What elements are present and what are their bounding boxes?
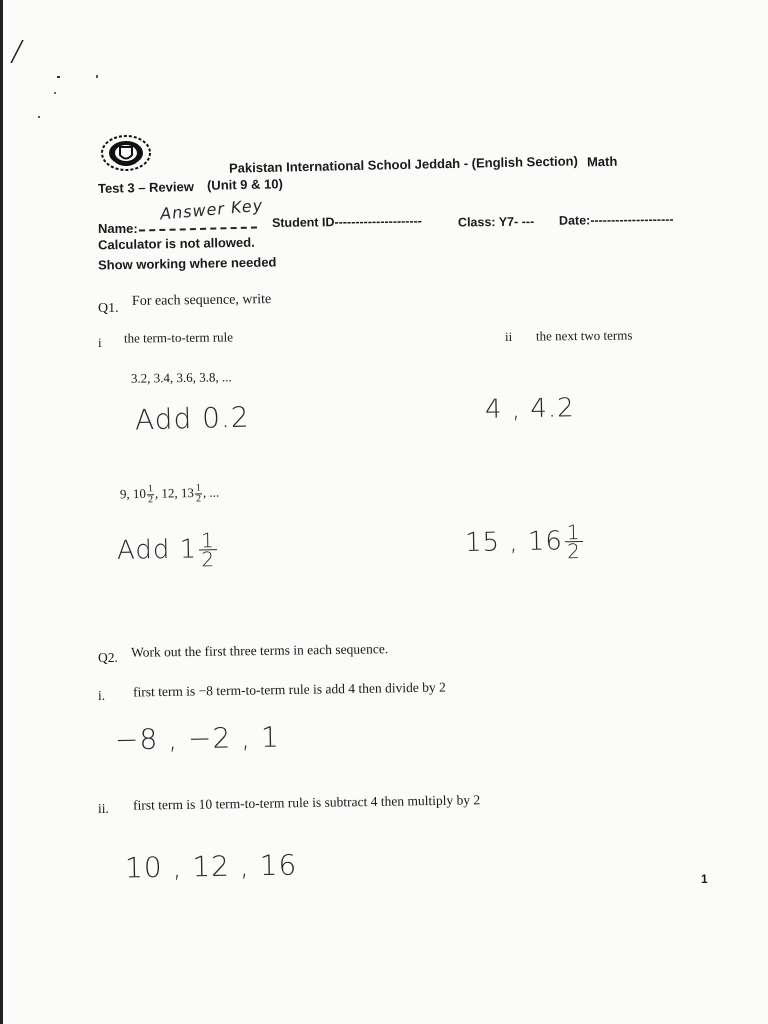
instruction-calculator: Calculator is not allowed.	[97, 234, 255, 253]
q1-seq1-terms-answer: 4 , 4.2	[484, 393, 575, 425]
page-number: 1	[701, 872, 708, 886]
q1-sequence-2	[120, 483, 220, 506]
q2-part-i-answer: −8 , −2 , 1	[114, 720, 281, 757]
q2-prompt: Work out the first three terms in each sequence.	[130, 641, 389, 660]
fraction-denominator: 2	[566, 539, 582, 564]
q1-part-ii-text: the next two terms	[535, 327, 633, 344]
q1-seq1-rule-answer: Add 0.2	[134, 400, 251, 437]
q2-number: Q2.	[98, 650, 118, 665]
school-name: Pakistan International School Jeddah - (English Section)	[228, 153, 579, 176]
q1-part-ii-number: ii	[505, 329, 513, 344]
speck	[54, 92, 56, 94]
fraction-half	[147, 484, 154, 505]
fraction-denominator: 2	[147, 494, 154, 506]
seq2-part-b: , 12, 13	[154, 485, 195, 501]
q1-sequence-1: 3.2, 3.4, 3.6, 3.8, ...	[130, 369, 232, 386]
q2-part-ii-number: ii.	[98, 801, 109, 816]
speck	[96, 75, 98, 78]
unit-label: (Unit 9 & 10)	[206, 176, 283, 193]
fraction-numerator: 1	[566, 520, 581, 545]
seq2-terms-text: 15 , 16	[464, 526, 564, 559]
speck	[57, 76, 60, 78]
name-line	[139, 226, 257, 231]
fraction-half	[195, 483, 202, 504]
fraction-numerator: 1	[147, 483, 153, 495]
seq2-rule-text: Add 1	[116, 534, 198, 566]
instruction-working: Show working where needed	[97, 254, 277, 273]
subject-label: Math	[586, 153, 618, 170]
q2-part-ii-text: first term is 10 term-to-term rule is subtract 4 then multiply by 2	[132, 792, 481, 813]
school-crest-logo	[100, 134, 152, 172]
fraction-numerator: 1	[200, 528, 215, 553]
name-handwritten-answer: Answer Key	[159, 195, 264, 224]
speck	[38, 116, 40, 118]
seq2-part-a: 9, 10	[119, 485, 147, 502]
pen-slash-mark: /	[9, 33, 26, 70]
q1-number: Q1.	[98, 301, 119, 316]
fraction-denominator: 2	[195, 493, 202, 505]
q1-part-i-text: the term-to-term rule	[123, 329, 234, 346]
q2-part-i-number: i.	[98, 688, 106, 703]
fraction-numerator: 1	[195, 482, 201, 494]
seq2-part-c: , ...	[202, 484, 220, 500]
name-label: Name:	[98, 221, 138, 236]
class-label: Class: Y7- ---	[457, 214, 535, 230]
date-label: Date:--------------------	[558, 212, 674, 228]
q1-prompt: For each sequence, write	[131, 292, 272, 309]
q2-part-ii-answer: 10 , 12 , 16	[124, 848, 298, 885]
q2-part-i-text: first term is −8 term-to-term rule is add 4 then divide by 2	[132, 679, 446, 700]
q1-part-i-number: i	[98, 335, 102, 350]
scan-edge-shadow	[0, 0, 3, 1024]
handwritten-fraction-half	[565, 520, 583, 564]
test-title: Test 3 – Review	[97, 178, 195, 197]
q1-seq2-terms-answer	[464, 520, 583, 564]
q1-seq2-rule-answer	[116, 528, 218, 572]
student-id-label: Student ID---------------------	[271, 213, 423, 231]
fraction-denominator: 2	[201, 547, 216, 572]
handwritten-fraction-half	[199, 528, 217, 572]
